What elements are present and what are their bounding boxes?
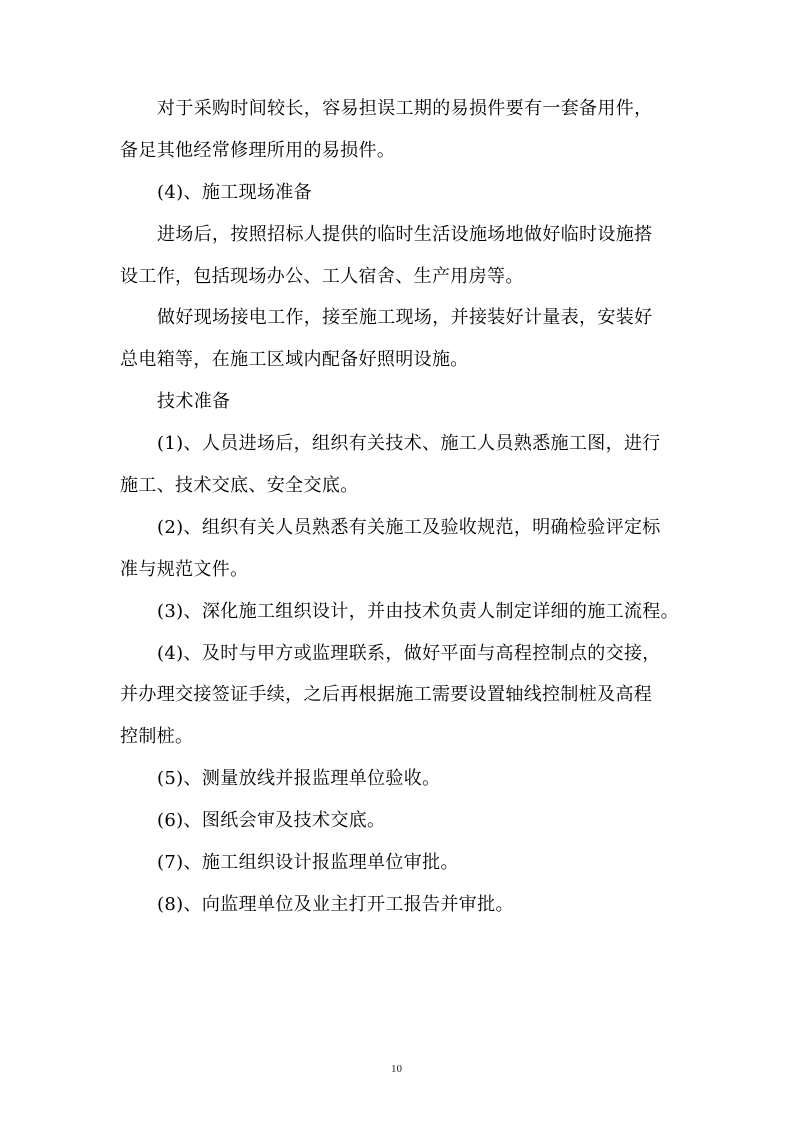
paragraph-line-temporary-facilities: 进场后，按照招标人提供的临时生活设施场地做好临时设施搭 [157,223,653,245]
page-number: 10 [391,1063,402,1075]
section-heading-site-preparation: (4)、施工现场准备 [157,181,312,203]
body-text [120,88,679,926]
list-item-8: (8)、向监理单位及业主打开工报告并审批。 [157,893,514,915]
list-item-2: (2)、组织有关人员熟悉有关施工及验收规范，明确检验评定标 [157,516,661,538]
list-item-1: (1)、人员进场后，组织有关技术、施工人员熟悉施工图，进行 [157,433,661,455]
list-item-2-cont: 准与规范文件。 [120,558,249,580]
paragraph-line-power-connection-cont: 总电箱等，在施工区域内配备好照明设施。 [120,349,469,371]
list-item-7: (7)、施工组织设计报监理单位审批。 [157,852,459,874]
paragraph-line-spare-parts: 对于采购时间较长，容易担误工期的易损件要有一套备用件， [157,98,653,119]
list-item-4: (4)、及时与甲方或监理联系，做好平面与高程控制点的交接， [157,642,661,664]
paragraph-line-power-connection: 做好现场接电工作，接至施工现场，并接装好计量表，安装好 [157,307,653,329]
list-item-5: (5)、测量放线并报监理单位验收。 [157,768,441,790]
section-heading-technical-preparation: 技术准备 [157,391,231,413]
list-item-1-cont: 施工、技术交底、安全交底。 [120,475,359,497]
list-item-3: (3)、深化施工组织设计，并由技术负责人制定详细的施工流程。 [157,600,679,622]
paragraph-line-spare-parts-cont: 备足其他经常修理所用的易损件。 [120,139,396,161]
paragraph-line-temporary-facilities-cont: 设工作，包括现场办公、工人宿舍、生产用房等。 [120,265,524,287]
list-item-4-cont-2: 控制桩。 [120,726,194,748]
list-item-6: (6)、图纸会审及技术交底。 [157,810,386,832]
list-item-4-cont: 并办理交接签证手续，之后再根据施工需要设置轴线控制桩及高程 [120,684,653,706]
